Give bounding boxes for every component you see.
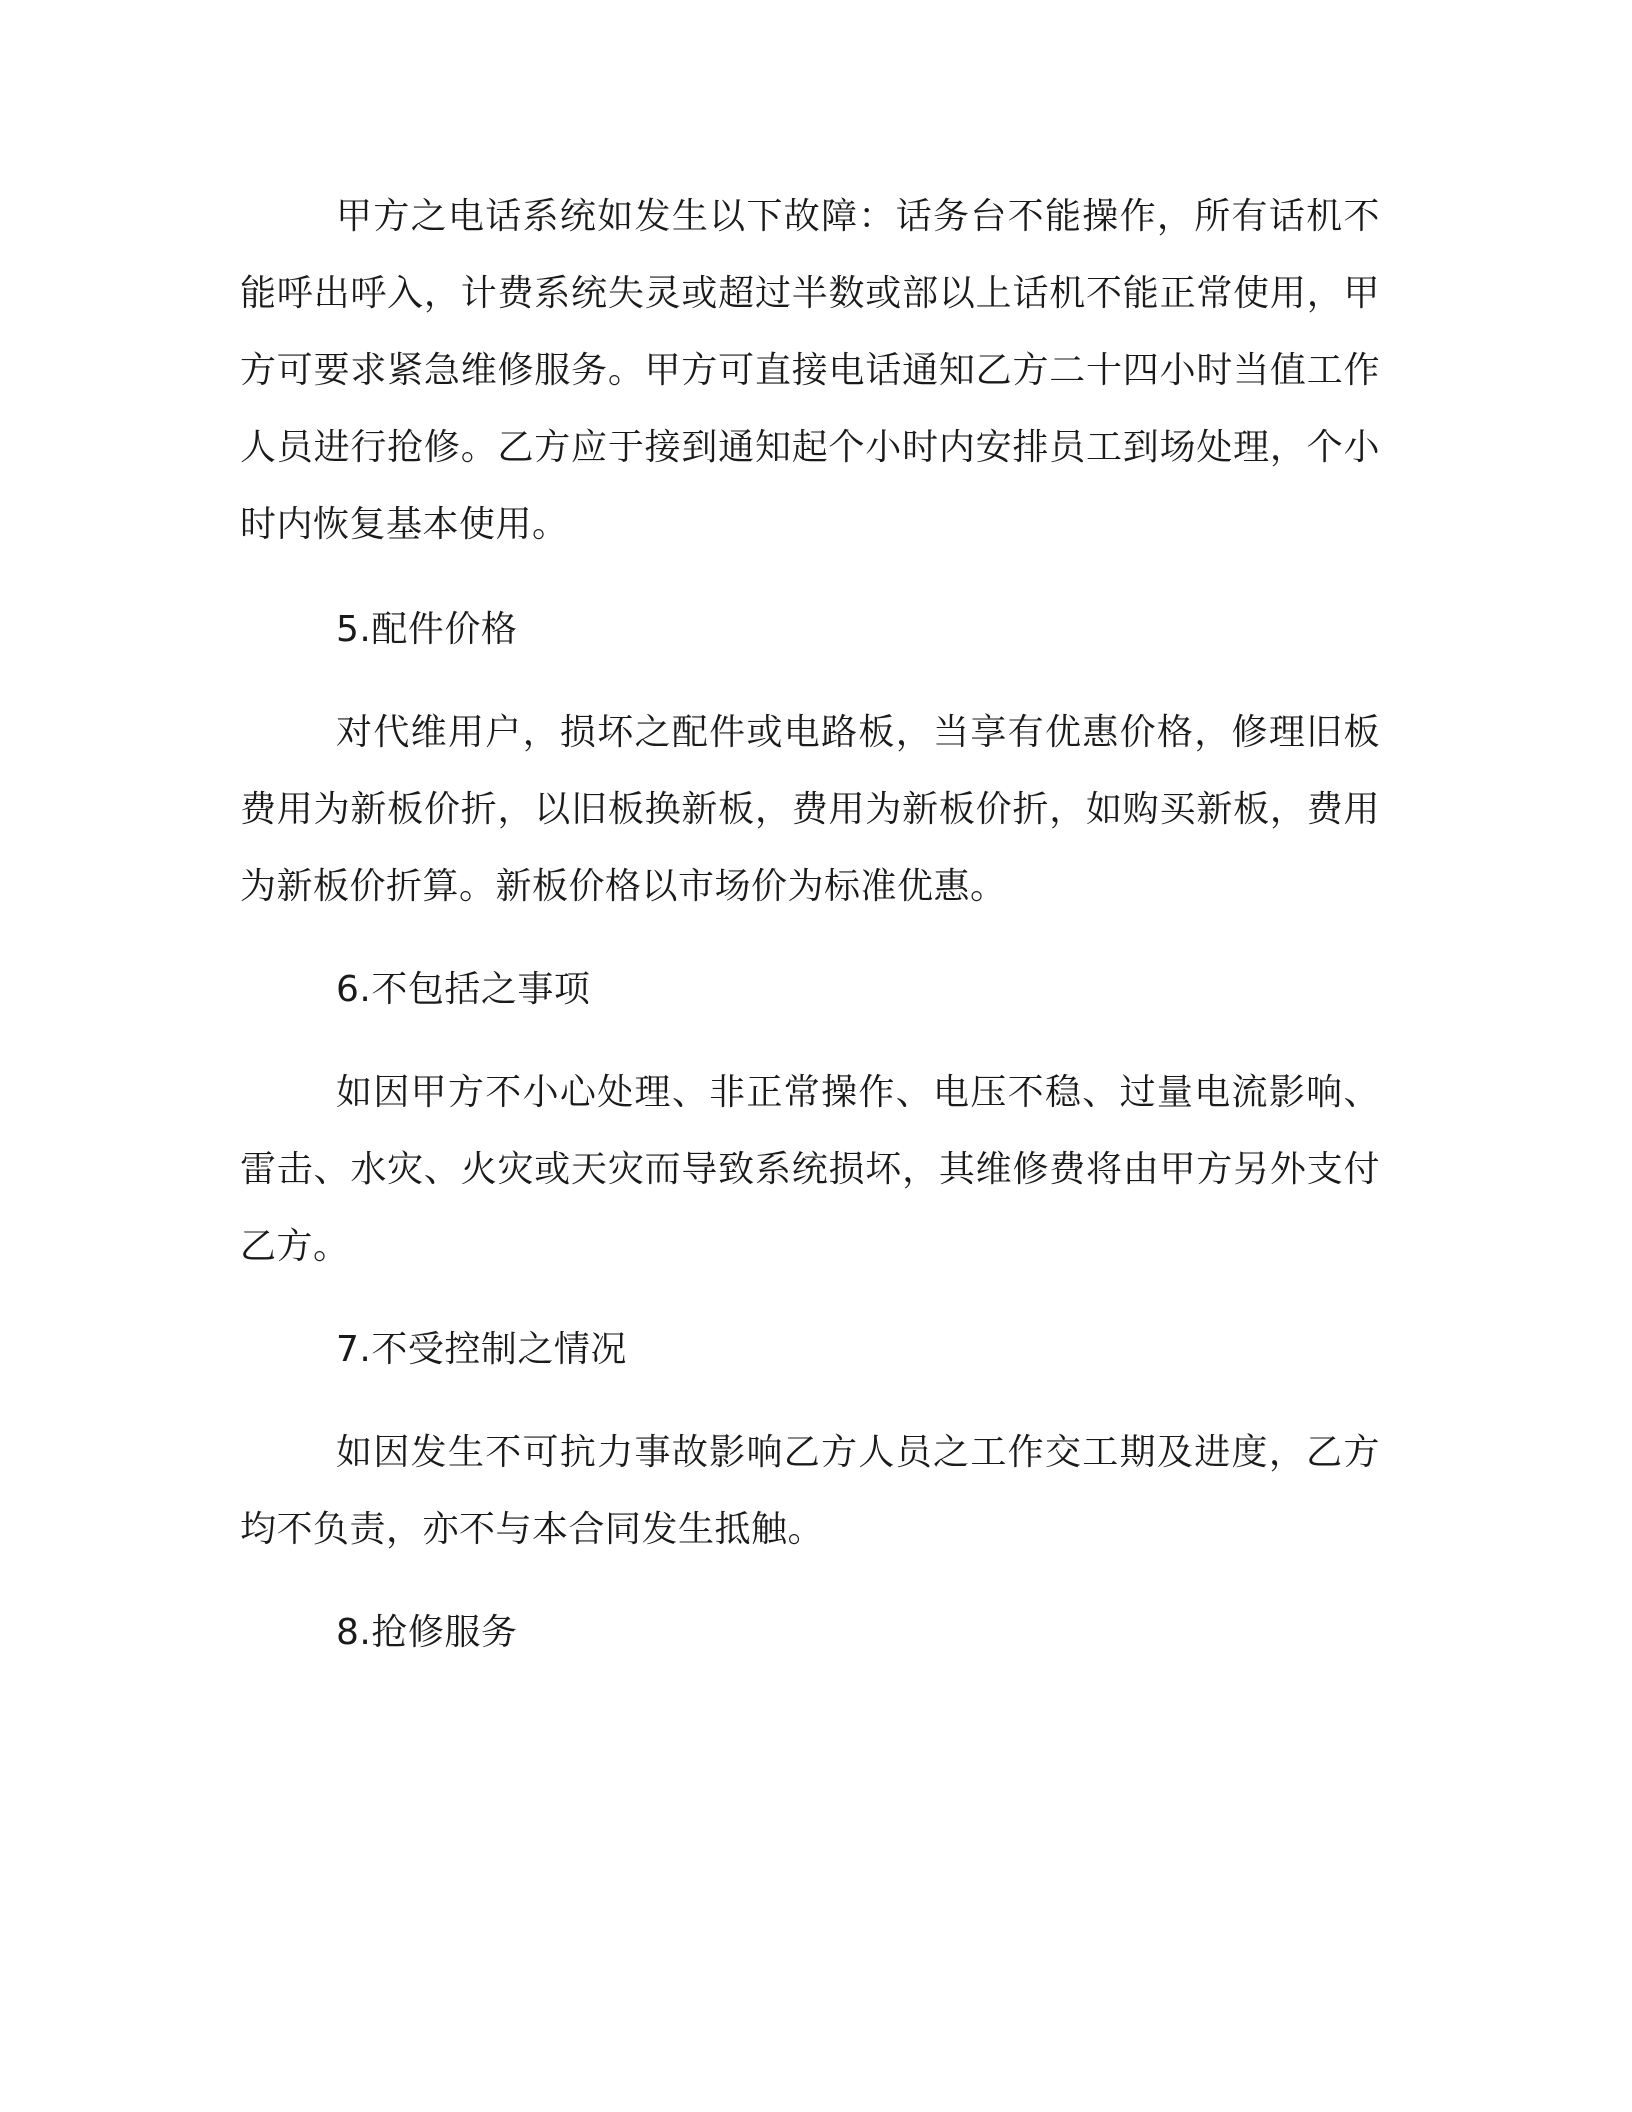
paragraph-emergency-repair: 甲方之电话系统如发生以下故障：话务台不能操作，所有话机不能呼出呼入，计费系统失灵或超过半数或部以上话机不能正常使用，甲方可要求紧急维修服务。甲方可直接电话通知乙方二十四小时当值工作人员进行抢修。乙方应于接到通知起个小时内安排员工到场处理，个小时内恢复基本使用。 (240, 196, 1380, 545)
section-heading-force-majeure: 7.不受控制之情况 (336, 1329, 627, 1370)
section-heading-exclusions: 6.不包括之事项 (336, 969, 591, 1010)
paragraph-parts-price: 对代维用户，损坏之配件或电路板，当享有优惠价格，修理旧板费用为新板价折，以旧板换新板，费用为新板价折，如购买新板，费用为新板价折算。新板价格以市场价为标准优惠。 (240, 712, 1380, 907)
section-heading-parts-price: 5.配件价格 (336, 609, 518, 650)
paragraph-exclusions: 如因甲方不小心处理、非正常操作、电压不稳、过量电流影响、雷击、水灾、火灾或天灾而导致系统损坏，其维修费将由甲方另外支付乙方。 (240, 1072, 1380, 1267)
paragraph-force-majeure: 如因发生不可抗力事故影响乙方人员之工作交工期及进度，乙方均不负责，亦不与本合同发生抵触。 (240, 1432, 1380, 1550)
section-heading-emergency-service: 8.抢修服务 (336, 1612, 518, 1653)
